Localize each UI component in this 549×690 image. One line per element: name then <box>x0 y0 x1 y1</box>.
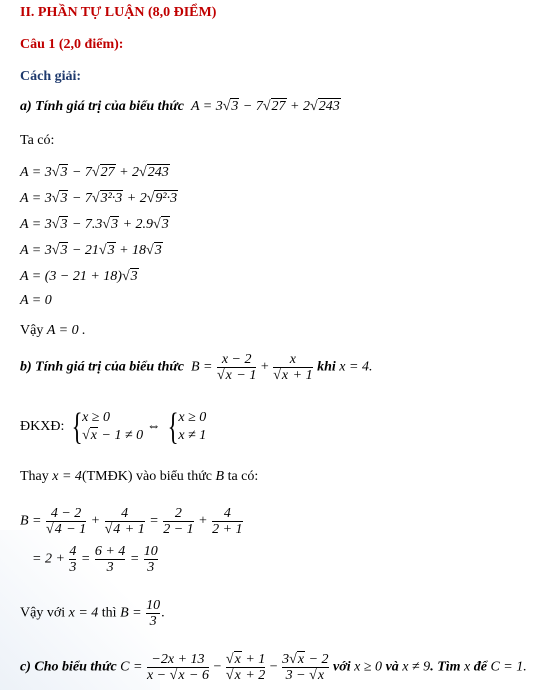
part-a-ta-co: Ta có: <box>20 133 55 148</box>
part-a-expression: A = 3√3 − 7√27 + 2√243 <box>187 99 340 114</box>
part-heading: II. PHẦN TỰ LUẬN (8,0 ĐIỂM) <box>20 5 217 20</box>
part-c-label: c) Cho biểu thức <box>20 659 117 675</box>
part-b-step-2: = 2 + $\frac{4}{3}$ = $\frac{6 + 4}{3}$ = $\frac{10}{3}$ <box>32 544 158 575</box>
part-a-statement <box>20 98 341 116</box>
part-a-step-6: A = 0 <box>20 293 52 308</box>
part-c-statement: c) Cho biểu thức C = $\frac{-2x + 13}{x - √x - 6}$ − $\frac{√x + 1}{√x + 2}$ − $\frac{3√x - 2}{3 - √x}$ với x ≥ 0 và x ≠ 9. Tìm x để C = 1. <box>20 652 527 683</box>
part-a-step-3: A = 3√3 − 7.3√3 + 2.9√3 <box>20 217 169 232</box>
part-a-step-5: A = (3 − 21 + 18)√3 <box>20 269 138 284</box>
part-a-label: a) Tính giá trị của biểu thức <box>20 99 184 114</box>
part-b-statement: b) Tính giá trị của biểu thức B = $\frac{x - 2}{√x - 1}$ + $\frac{x}{√x + 1}$ khi x = 4. <box>20 352 373 383</box>
part-b-conclusion: Vậy với x = 4 thì B = $\frac{10}{3}$ . <box>20 598 165 629</box>
part-b-label: b) Tính giá trị của biểu thức <box>20 359 184 375</box>
part-b-thay: Thay x = 4(TMĐK) vào biểu thức B ta có: <box>20 469 259 484</box>
part-b-frac-1: $\frac{x - 2}{√x - 1}$ <box>216 352 257 383</box>
part-b-frac-2: $\frac{x}{√x + 1}$ <box>273 352 313 383</box>
part-b-step-1: B = $\frac{4 - 2}{√4 - 1}$ + $\frac{4}{√4 + 1}$ = $\frac{2}{2 - 1}$ + $\frac{4}{2 + 1}$ <box>20 506 243 537</box>
part-a-step-2: A = 3√3 − 7√3²·3 + 2√9²·3 <box>20 191 178 206</box>
part-a-step-1: A = 3√3 − 7√27 + 2√243 <box>20 165 169 180</box>
part-b-dkxd: ĐKXĐ: { x ≥ 0 √x − 1 ≠ 0 ⇔ { x ≥ 0 x ≠ 1 <box>20 406 207 448</box>
method-heading: Cách giải: <box>20 69 82 84</box>
part-a-conclusion: Vậy A = 0 . <box>20 323 86 338</box>
part-a-step-4: A = 3√3 − 21√3 + 18√3 <box>20 243 162 258</box>
question-1-heading: Câu 1 (2,0 điểm): <box>20 37 124 52</box>
